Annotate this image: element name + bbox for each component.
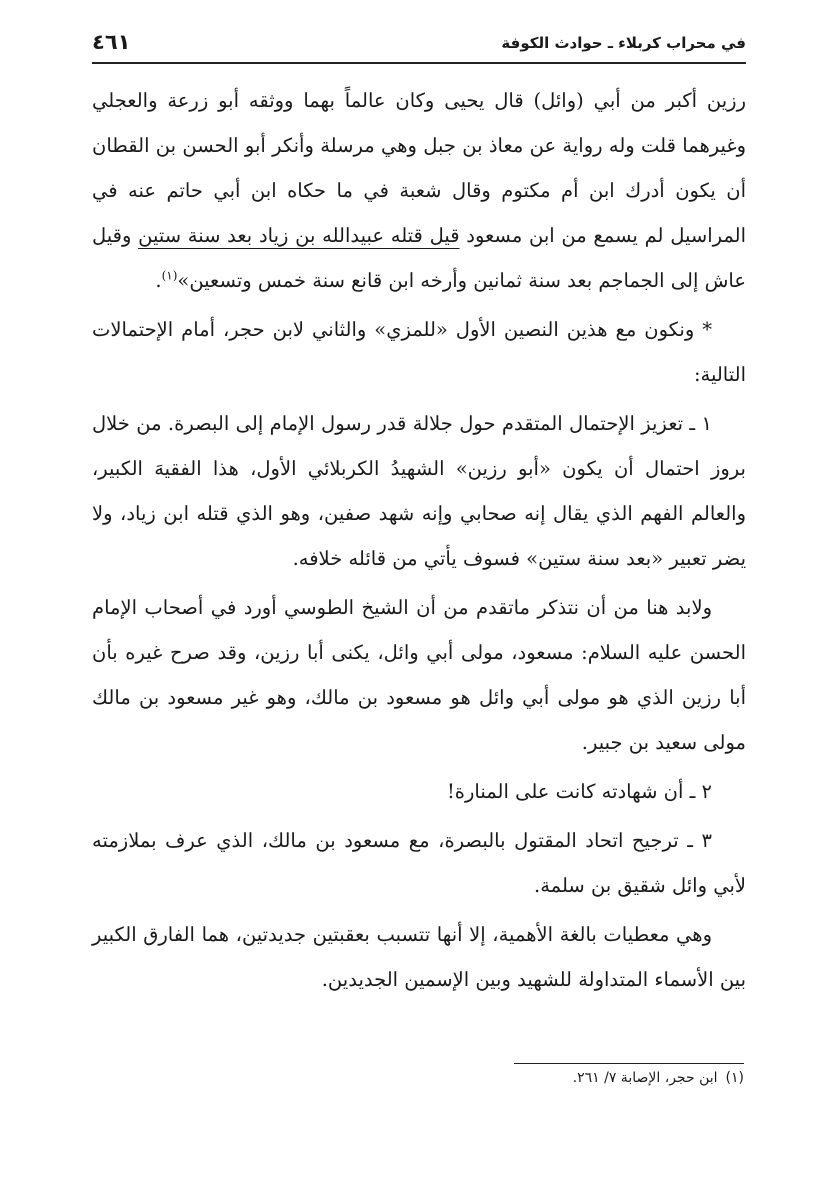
page-number: ٤٦١ (92, 30, 131, 54)
paragraph-two-texts: * ونكون مع هذين النصين الأول «للمزي» والثاني لابن حجر، أمام الإحتمالات التالية: (92, 318, 746, 386)
quote-period: . (155, 269, 162, 292)
footnote (573, 1070, 744, 1086)
paragraph-conclusion: وهي معطيات بالغة الأهمية، إلا أنها تتسبب بعقبتين جديدتين، هما الفارق الكبير بين الأسماء المتداولة للشهيد وبين الإسمين الجديدين. (92, 923, 746, 991)
footnote-number: (١) (725, 1070, 744, 1086)
body-text (92, 78, 746, 1002)
paragraph-possibility-3: ٣ ـ ترجيح اتحاد المقتول بالبصرة، مع مسعود بن مالك، الذي عرف بملازمته لأبي وائل شقيق بن سلمة. (92, 829, 746, 897)
footnote-reference: (١) (161, 268, 178, 283)
header-title: في محراب كربلاء ـ حوادث الكوفة (501, 34, 746, 52)
page (92, 30, 746, 1006)
paragraph-tusi-note: ولابد هنا من أن نتذكر ماتقدم من أن الشيخ الطوسي أورد في أصحاب الإمام الحسن عليه السلام: مسعود، مولى أبي وائل، يكنى أبا رزين، وقد صرح غيره بأن أبا رزين الذي هو مولى أبي وائل هو مسعود بن مالك، وهو غير مسعود بن مالك مولى سعيد بن جبير. (92, 596, 746, 754)
paragraph-possibility-2: ٢ ـ أن شهادته كانت على المنارة! (446, 780, 712, 803)
running-header (92, 30, 746, 64)
underlined-phrase: قيل قتله عبيدالله بن زياد بعد سنة ستين (138, 224, 460, 247)
quote-text-end: وقيل عاش إلى الجماجم بعد سنة ثمانين وأرخه ابن قانع سنة خمس وتسعين» (92, 224, 746, 292)
quote-text-start: رزين أكبر من أبي (وائل) قال يحيى وكان عالماً بهما ووثقه أبو زرعة والعجلي وغيرهما قلت وله رواية عن معاذ بن جبل وهي مرسلة وأنكر أبو الحسن بن القطان أن يكون أدرك ابن أم مكتوم وقال شعبة في ما حكاه ابن أبي حاتم عنه في المراسيل لم يسمع من ابن مسعود (92, 89, 747, 247)
footnote-text: ابن حجر، الإصابة ٧/ ٢٦١. (572, 1070, 718, 1086)
footnote-divider (514, 1063, 744, 1064)
paragraph-possibility-1: ١ ـ تعزيز الإحتمال المتقدم حول جلالة قدر رسول الإمام إلى البصرة. من خلال بروز احتمال أن يكون «أبو رزين» الشهيدُ الكربلائي الأول، هذا الفقيهَ الكبير، والعالم الفهم الذي يقال إنه صحابي وإنه شهد صفين، وهو الذي قتله ابن زياد، ولا يضر تعبير «بعد سنة ستين» فسوف يأتي من قائله خلافه. (92, 412, 746, 570)
paragraph-quote (92, 78, 746, 303)
